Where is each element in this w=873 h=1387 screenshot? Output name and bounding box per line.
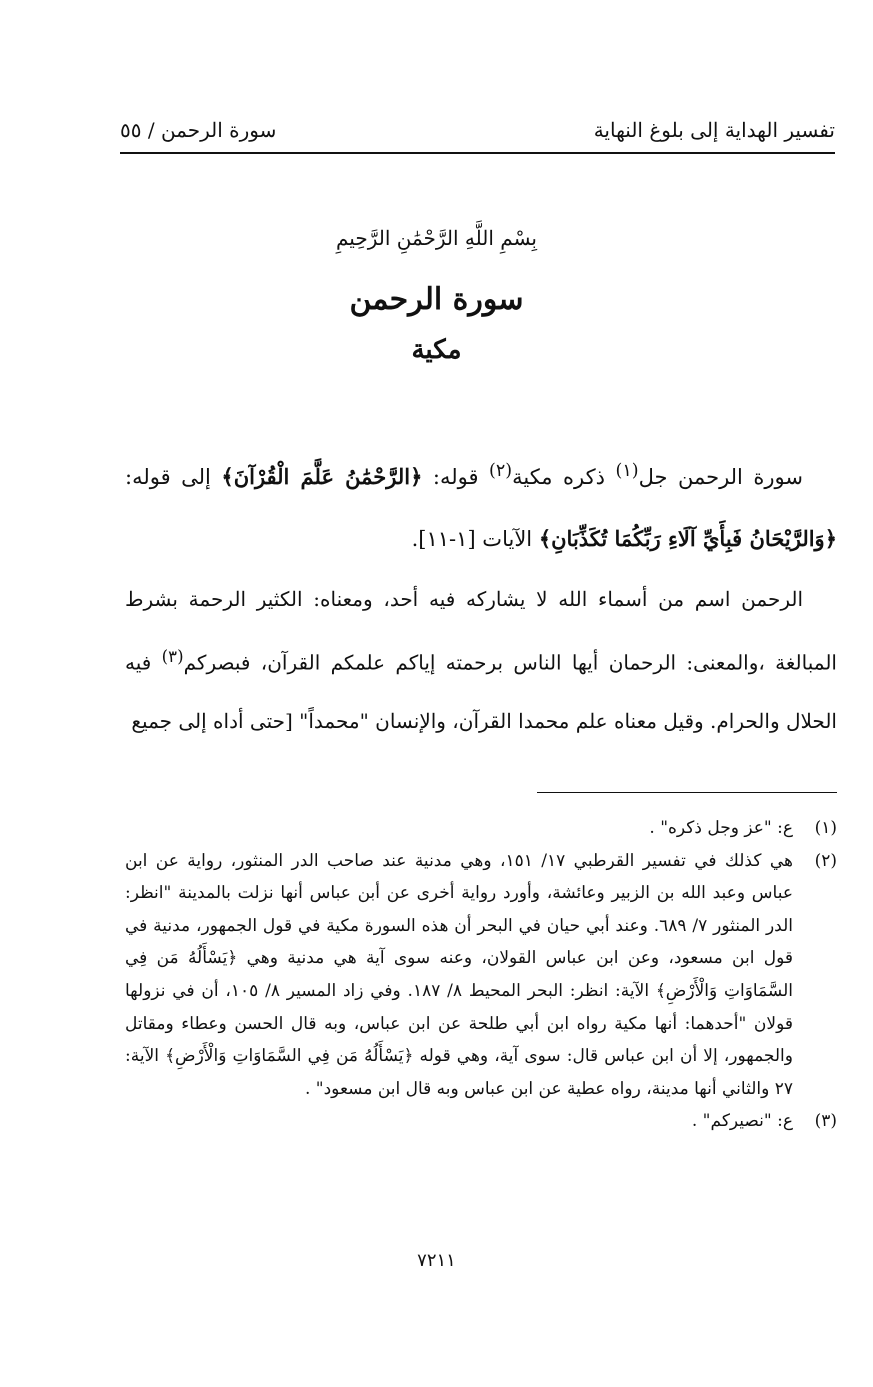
footnotes bbox=[125, 812, 837, 1138]
text-run: الرحمن اسم من أسماء الله لا يشاركه فيه أحد، ومعناه: الكثير الرحمة بشرط المبالغة ،والمعنى: الرحمان أيها الناس برحمته إياكم علمكم القرآن، فبصركم bbox=[125, 587, 837, 675]
footnote-text: ع: "نصيركم" . bbox=[691, 1111, 793, 1132]
text-run: ذكره مكية bbox=[512, 465, 616, 489]
footnote-marker: (٣) bbox=[161, 647, 184, 666]
paragraph-commentary bbox=[125, 570, 837, 750]
text-run: فيه الحلال والحرام. وقيل معناه علم محمدا القرآن، والإنسان "محمداً" [حتى أداه إلى جميع bbox=[125, 650, 837, 733]
main-text bbox=[125, 440, 837, 750]
footnote-item bbox=[125, 845, 837, 1106]
footnote-number: (٢) bbox=[814, 850, 837, 871]
page-number: ٧٢١١ bbox=[417, 1250, 456, 1271]
text-run: قوله: bbox=[422, 465, 490, 489]
footnote-separator bbox=[537, 792, 837, 793]
footnote-number: (١) bbox=[814, 818, 837, 838]
footnote-text: ع: "عز وجل ذكره" . bbox=[649, 818, 793, 838]
footnote-marker: (١) bbox=[615, 461, 639, 481]
footnote-marker: (٢) bbox=[489, 461, 513, 481]
surah-type: مكية bbox=[411, 335, 462, 365]
surah-title: سورة الرحمن bbox=[349, 282, 524, 317]
surah-page-label: سورة الرحمن / ٥٥ bbox=[120, 118, 277, 142]
book-title: تفسير الهداية إلى بلوغ النهاية bbox=[593, 118, 835, 142]
quran-verse: ﴿وَالرَّيْحَانُ فَبِأَيِّ آلَاءِ رَبِّكُمَا تُكَذِّبَانِ﴾ bbox=[538, 526, 837, 551]
running-header bbox=[120, 112, 835, 148]
paragraph-intro bbox=[125, 440, 837, 570]
footnote-item bbox=[125, 1105, 837, 1138]
text-run: إلى قوله: bbox=[125, 465, 222, 489]
text-run: الآيات [١-١١]. bbox=[411, 527, 539, 551]
footnote-item bbox=[125, 812, 837, 845]
header-rule bbox=[120, 152, 835, 154]
quran-verse: ﴿الرَّحْمَٰنُ عَلَّمَ الْقُرْآنَ﴾ bbox=[221, 464, 423, 489]
basmala: بِسْمِ اللَّهِ الرَّحْمَٰنِ الرَّحِيمِ bbox=[335, 226, 537, 250]
text-run: سورة الرحمن جل bbox=[638, 465, 803, 489]
footnote-text: هي كذلك في تفسير القرطبي ١٧/ ١٥١، وهي مدنية عند صاحب الدر المنثور، رواية عن ابن عباس وعبد الله بن الزبير وعائشة، وأورد رواية أخرى عن أبن عباس أنها نزلت بالمدينة "انظر: الدر المنثور ٧/ ٦٨٩. وعند أبي حيان في البحر أن هذه السورة مكية في قول الجمهور، مدنية في قول ابن مسعود، وعن ابن عباس القولان، وعنه سوى آية هي مدنية وهي ﴿يَسْأَلُهُ مَن فِي السَّمَاوَاتِ وَالْأَرْضِ﴾ الآية: انظر: البحر المحيط ٨/ ١٨٧. وفي زاد المسير ٨/ ١٠٥، أن في نزولها قولان "أحدهما: أنها مكية رواه ابن أبي طلحة عن ابن عباس، وبه قال الحسن وعطاء ومقاتل والجمهور، إلا أن ابن عباس قال: سوى آية، وهي قوله ﴿يَسْأَلُهُ مَن فِي السَّمَاوَاتِ وَالْأَرْضِ﴾ الآية: ٢٧ والثاني أنها مدينة، رواه عطية عن ابن عباس وبه قال ابن مسعود" . bbox=[125, 850, 793, 1099]
footnote-number: (٣) bbox=[814, 1111, 837, 1132]
